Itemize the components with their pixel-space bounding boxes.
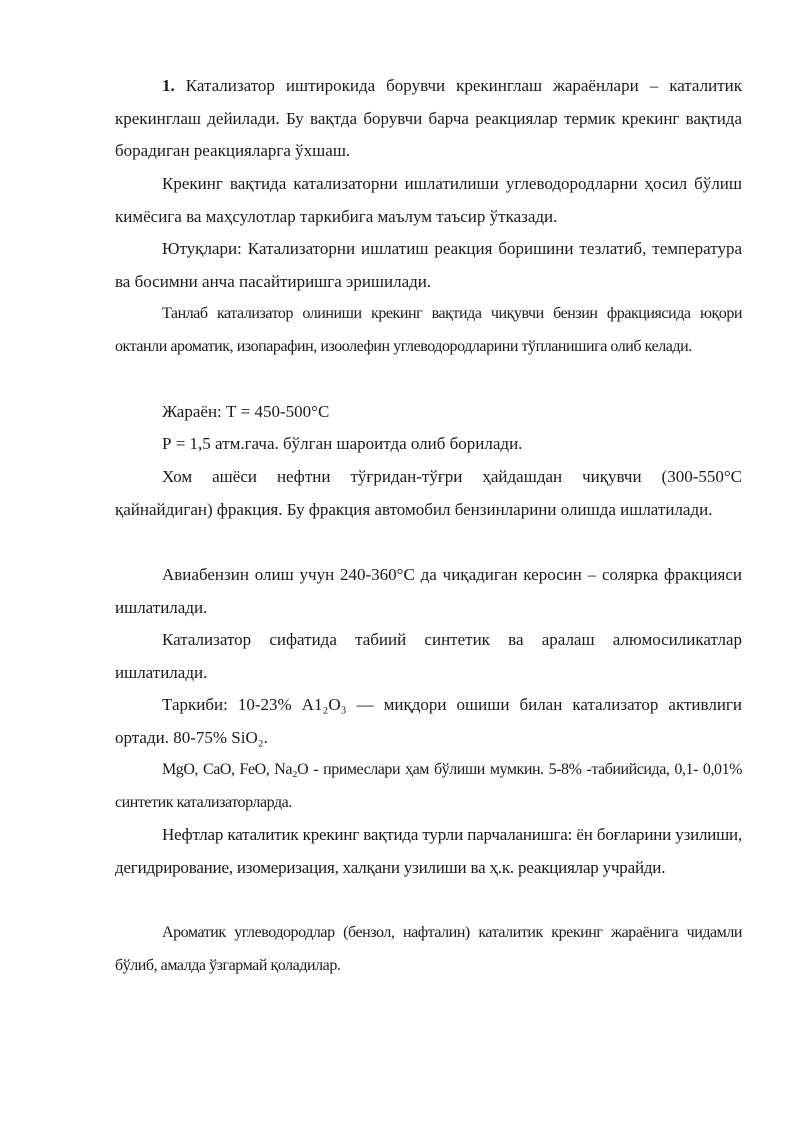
paragraph-10 xyxy=(115,689,742,754)
paragraph-3 xyxy=(115,233,742,298)
paragraph-text: Крекинг вақтида катализаторни ишлатилиши углеводородларни ҳосил бўлиш кимёсига ва маҳсулотлар таркибига маълум таъсир ўтказади. xyxy=(115,174,742,226)
paragraph-text: Катализатор иштирокида борувчи крекинглаш жараёнлари – каталитик крекинглаш дейилади. Бу вақтда борувчи барча реакциялар термик крекинг вақтида борадиган реакцияларга ўхшаш. xyxy=(115,76,742,160)
paragraph-8 xyxy=(115,559,742,624)
paragraph-text: Авиабензин олиш учун 240-360°С да чиқадиган керосин – солярка фракцияси ишлатилади. xyxy=(115,565,742,617)
paragraph-text: Нефтлар каталитик крекинг вақтида турли парчаланишга: ён боғларини узилиши, дегидрирование, изомеризация, халқани узилиши ва ҳ.к. реакциялар учрайди. xyxy=(115,825,742,877)
paragraph-6 xyxy=(115,428,742,461)
paragraph-text: Р = 1,5 атм.гача. бўлган шароитда олиб борилади. xyxy=(162,434,523,453)
paragraph-text: MgO, CaO, FeO, Na₂O - примеслари ҳам бўлиши мумкин. 5-8% -табиийсида, 0,1- 0,01% синтетик катализаторларда. xyxy=(115,761,742,811)
paragraph-text: Ароматик углеводородлар (бензол, нафталин) каталитик крекинг жараёнига чидамли бўлиб, амалда ўзгармай қоладилар. xyxy=(115,924,742,974)
paragraph-text: Танлаб катализатор олиниши крекинг вақтида чиқувчи бензин фракциясида юқори октанли ароматик, изопарафин, изоолефин углеводородларини тўпланишига олиб келади. xyxy=(115,305,742,355)
paragraph-12 xyxy=(115,819,742,884)
paragraph-9 xyxy=(115,624,742,689)
paragraph-11 xyxy=(115,754,742,819)
item-number: 1. xyxy=(162,76,175,95)
paragraph-5 xyxy=(115,396,742,429)
paragraph-2 xyxy=(115,168,742,233)
paragraph-text: Ютуқлари: Катализаторни ишлатиш реакция боришини тезлатиб, температура ва босимни анча пасайтиришга эришилади. xyxy=(115,239,742,291)
paragraph-text: Таркиби: 10-23% А1₂О₃ — миқдори ошиши билан катализатор активлиги ортади. 80-75% SiО₂. xyxy=(115,695,742,747)
paragraph-1 xyxy=(115,70,742,168)
paragraph-text: Катализатор сифатида табиий синтетик ва аралаш алюмосиликатлар ишлатилади. xyxy=(115,630,742,682)
paragraph-7 xyxy=(115,461,742,526)
paragraph-text: Хом ашёси нефтни тўғридан-тўғри ҳайдашдан чиқувчи (300-550°С қайнайдиган) фракция. Бу фракция автомобил бензинларини олишда ишлатилади. xyxy=(115,467,742,519)
paragraph-13 xyxy=(115,917,742,982)
paragraph-text: Жараён: Т = 450-500°С xyxy=(162,402,330,421)
paragraph-4 xyxy=(115,298,742,363)
